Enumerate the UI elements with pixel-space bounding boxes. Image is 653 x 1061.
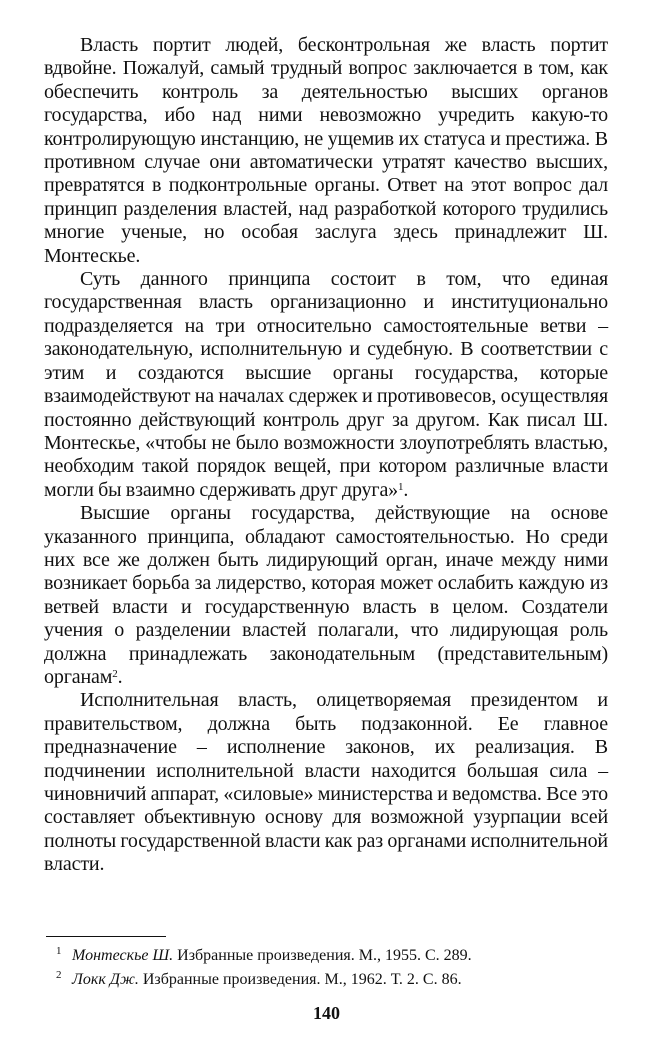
footnote-text: Избранные произведения. М., 1955. С. 289. xyxy=(177,947,472,964)
paragraph-3: Высшие органы государства, действующие на основе указанного принципа, обладают самостоятельностью. Но среди них все же должен быть лидирующий орган, иначе между ними возникает борьба за лидерство, которая может ослабить каждую из ветвей власти и государственную власть в целом. Создатели учения о разделении властей полагали, что лидирующая роль должна принадлежать законодательным (представительным) органам$^2$. xyxy=(44,502,608,688)
footnote-1: $^1$ Монтескье Ш. Избранные произведения. М., 1955. С. 289. xyxy=(56,945,472,964)
footnote-text: Избранные произведения. М., 1962. Т. 2. С. 86. xyxy=(142,971,462,988)
footnote-divider xyxy=(46,936,166,937)
footnote-author: Монтескье Ш. xyxy=(72,947,174,964)
footnote-ref: 1 xyxy=(398,480,404,493)
paragraph-text: Высшие органы государства, действующие на основе указанного принципа, обладают самостоятельностью. Но среди них все же должен быть лидирующий орган, иначе между ними возникает борьба за лидерство, которая может ослабить каждую из ветвей власти и государственную власть в целом. Создатели учения о разделении властей полагали, что лидирующая роль должна принадлежать законодательным (представительным) органам xyxy=(44,502,608,688)
footnote-author: Локк Дж. xyxy=(72,971,139,988)
body-text xyxy=(44,34,608,877)
paragraph-text: Суть данного принципа состоит в том, что единая государственная власть организационно и институционально подразделяется на три относительно самостоятельные ветви – законодательную, исполнительную и судебную. В соответствии с этим и создаются высшие органы государства, которые взаимодействуют на началах сдержек и противовесов, осуществляя постоянно действующий контроль друг за другом. Как писал Ш. Монтескье, «чтобы не было возможности злоупотреблять властью, необходим такой порядок вещей, при котором различные власти могли бы взаимно сдерживать друг друга» xyxy=(44,268,608,501)
paragraph-text: Власть портит людей, бесконтрольная же власть портит вдвойне. Пожалуй, самый трудный вопрос заключается в том, как обеспечить контроль за деятельностью высших органов государства, ибо над ними невозможно учредить какую-то контролирующую инстанцию, не ущемив их статуса и престижа. В противном случае они автоматически утратят качество высших, превратятся в подконтрольные органы. Ответ на этот вопрос дал принцип разделения властей, над разработкой которого трудились многие ученые, но особая заслуга здесь принадлежит Ш. Монтескье. xyxy=(44,34,608,267)
paragraph-text: Исполнительная власть, олицетворяемая президентом и правительством, должна быть подзаконной. Ее главное предназначение – исполнение законов, их реализация. В подчинении исполнительной власти находится большая сила – чиновничий аппарат, «силовые» министерства и ведомства. Все это составляет объективную основу для возможной узурпации всей полноты государственной власти как раз органами исполнительной власти. xyxy=(44,689,608,876)
paragraph-4 xyxy=(44,689,608,876)
page-number: 140 xyxy=(313,1003,340,1023)
paragraph-1 xyxy=(44,34,608,268)
footnote-2: $^2$ Локк Дж. Избранные произведения. М., 1962. Т. 2. С. 86. xyxy=(56,969,462,988)
footnotes xyxy=(56,944,612,992)
footnote-ref: 2 xyxy=(112,667,118,680)
paragraph-2: Суть данного принципа состоит в том, что единая государственная власть организационно и институционально подразделяется на три относительно самостоятельные ветви – законодательную, исполнительную и судебную. В соответствии с этим и создаются высшие органы государства, которые взаимодействуют на началах сдержек и противовесов, осуществляя постоянно действующий контроль друг за другом. Как писал Ш. Монтескье, «чтобы не было возможности злоупотреблять властью, необходим такой порядок вещей, при котором различные власти могли бы взаимно сдерживать друг друга»$^1$. xyxy=(44,268,608,501)
